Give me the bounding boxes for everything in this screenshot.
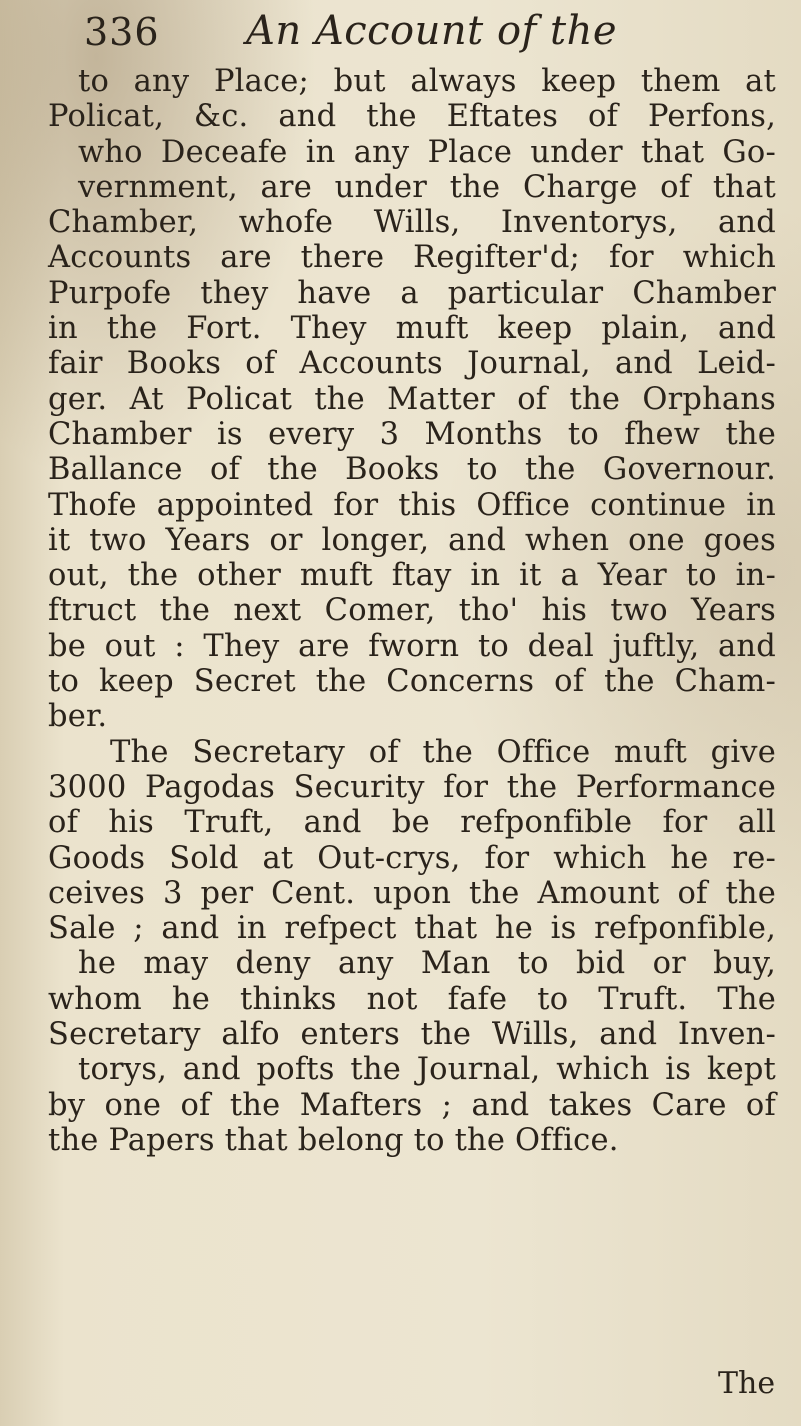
page-header bbox=[84, 4, 784, 62]
text-line: to any Place; but always keep them at bbox=[78, 64, 776, 99]
text-line: ceives 3 per Cent. upon the Amount of the bbox=[48, 875, 776, 911]
text-line: by one of the Mafters ; and takes Care of bbox=[48, 1087, 776, 1123]
running-head: An Account of the bbox=[246, 8, 618, 54]
text-line: Accounts are there Regifter'd; for which bbox=[48, 240, 776, 276]
text-line: Chamber is every 3 Months to fhew the bbox=[48, 416, 776, 452]
text-line: to keep Secret the Concerns of the Cham- bbox=[48, 664, 776, 700]
text-line: Thofe appointed for this Office continue in bbox=[48, 487, 776, 523]
text-line: whom he thinks not fafe to Truft. The bbox=[48, 981, 776, 1017]
text-line: of his Truft, and be refponfible for all bbox=[48, 805, 776, 841]
text-line: Purpofe they have a particular Chamber bbox=[48, 275, 776, 311]
text-line: ftruct the next Comer, tho' his two Years bbox=[48, 593, 776, 629]
text-line: Ballance of the Books to the Governour. bbox=[48, 452, 776, 488]
text-line: torys, and pofts the Journal, which is kept bbox=[78, 1052, 776, 1088]
text-line: 3000 Pagodas Security for the Performance bbox=[48, 769, 776, 805]
text-line: who Deceafe in any Place under that Go- bbox=[78, 134, 776, 170]
text-line: out, the other muft ftay in it a Year to in- bbox=[48, 558, 776, 594]
text-line: The Secretary of the Office muft give bbox=[110, 734, 776, 770]
body-text bbox=[48, 64, 776, 1158]
catchword: The bbox=[718, 1366, 776, 1401]
text-line: the Papers that belong to the Office. bbox=[48, 1122, 619, 1158]
text-line: ber. bbox=[48, 699, 108, 735]
text-line: be out : They are fworn to deal juftly, and bbox=[48, 628, 776, 664]
text-line: Secretary alfo enters the Wills, and Inven- bbox=[48, 1017, 776, 1053]
text-line: Policat, &c. and the Eftates of Perfons, bbox=[48, 99, 776, 135]
text-line: he may deny any Man to bid or buy, bbox=[78, 946, 776, 982]
text-line: in the Fort. They muft keep plain, and bbox=[48, 311, 776, 347]
text-line: Sale ; and in refpect that he is refponfible, bbox=[48, 911, 776, 947]
text-line: Chamber, whofe Wills, Inventorys, and bbox=[48, 205, 776, 241]
text-line: it two Years or longer, and when one goes bbox=[48, 522, 776, 558]
page-number: 336 bbox=[84, 10, 160, 54]
text-line: ger. At Policat the Matter of the Orphans bbox=[48, 381, 776, 417]
text-line: vernment, are under the Charge of that bbox=[78, 169, 776, 205]
text-line: fair Books of Accounts Journal, and Leid- bbox=[48, 346, 776, 382]
text-line: Goods Sold at Out-crys, for which he re- bbox=[48, 840, 776, 876]
